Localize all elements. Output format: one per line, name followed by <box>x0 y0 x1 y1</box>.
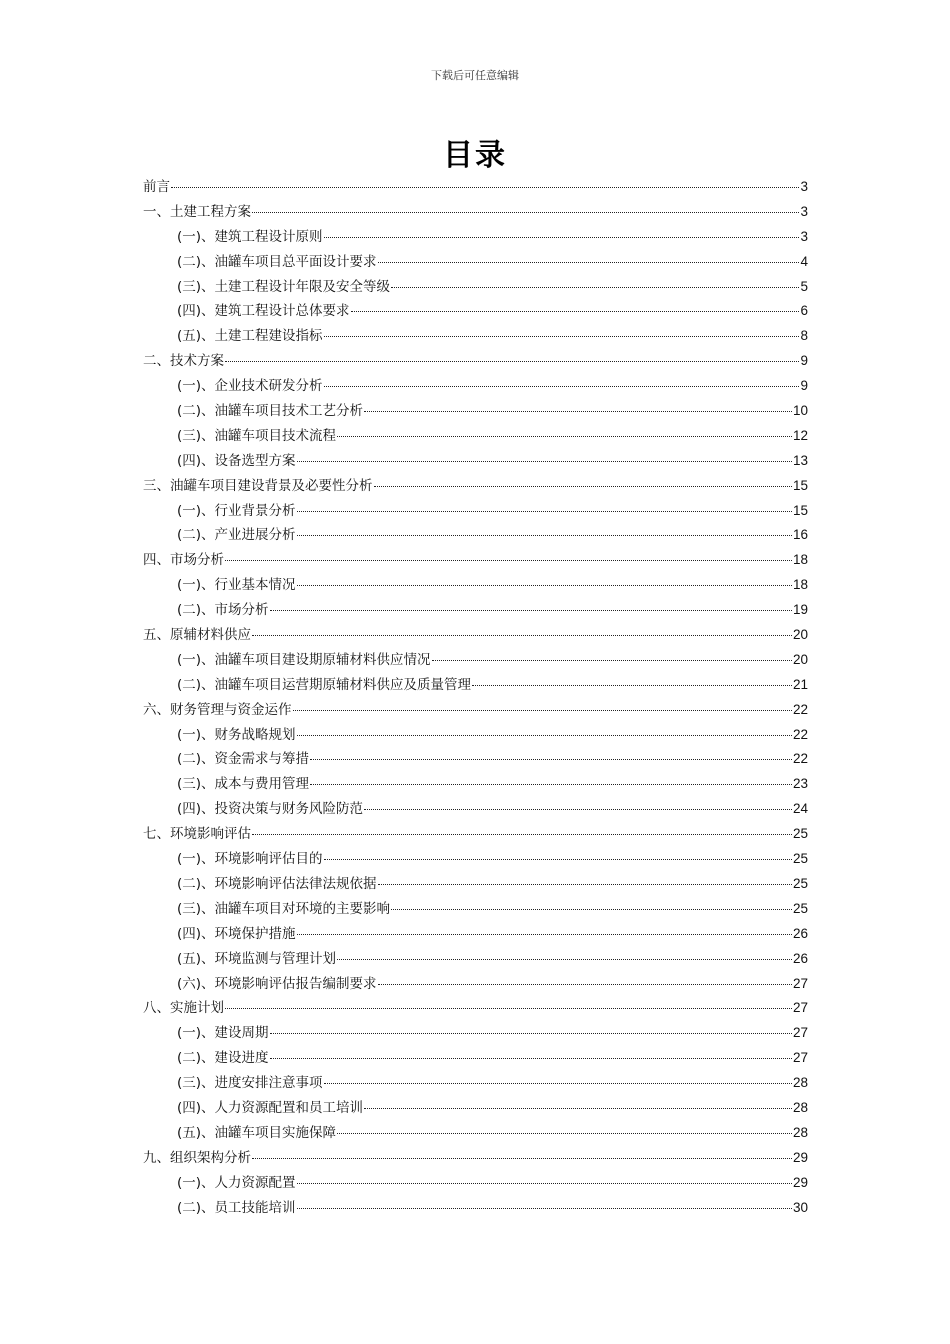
toc-section-entry[interactable] <box>143 996 808 1021</box>
toc-subsection-entry[interactable] <box>143 1021 808 1046</box>
toc-entry-title: (四)、投资决策与财务风险防范 <box>177 801 364 818</box>
toc-dot-leader <box>297 1208 792 1209</box>
toc-page-number: 19 <box>792 602 808 618</box>
toc-dot-leader <box>270 610 792 611</box>
toc-subsection-entry[interactable] <box>143 299 808 324</box>
toc-dot-leader <box>270 1058 792 1059</box>
toc-entry-title: (三)、成本与费用管理 <box>177 776 310 793</box>
toc-page-number: 5 <box>800 278 808 294</box>
toc-dot-leader <box>472 685 792 686</box>
toc-dot-leader <box>378 262 800 263</box>
toc-page-number: 4 <box>800 253 808 269</box>
toc-page-number: 12 <box>792 427 808 443</box>
toc-entry-title: (二)、环境影响评估法律法规依据 <box>177 875 377 892</box>
toc-subsection-entry[interactable] <box>143 972 808 997</box>
toc-page-number: 22 <box>792 726 808 742</box>
toc-dot-leader <box>225 361 799 362</box>
toc-entry-title: 六、财务管理与资金运作 <box>143 701 292 718</box>
toc-page-number: 25 <box>792 826 808 842</box>
toc-page-number: 25 <box>792 900 808 916</box>
toc-page-number: 28 <box>792 1099 808 1115</box>
toc-subsection-entry[interactable] <box>143 225 808 250</box>
toc-page-number: 3 <box>800 203 808 219</box>
toc-page-number: 18 <box>792 552 808 568</box>
toc-dot-leader <box>297 511 792 512</box>
toc-dot-leader <box>252 834 792 835</box>
toc-dot-leader <box>171 187 799 188</box>
toc-entry-title: (二)、产业进展分析 <box>177 527 296 544</box>
toc-section-entry[interactable] <box>143 474 808 499</box>
toc-entry-title: (二)、建设进度 <box>177 1050 269 1067</box>
toc-dot-leader <box>297 535 792 536</box>
toc-entry-title: (三)、土建工程设计年限及安全等级 <box>177 278 391 295</box>
toc-subsection-entry[interactable] <box>143 747 808 772</box>
toc-dot-leader <box>293 710 792 711</box>
toc-entry-title: 四、市场分析 <box>143 552 224 569</box>
toc-dot-leader <box>391 909 792 910</box>
toc-page-number: 28 <box>792 1124 808 1140</box>
toc-page-number: 8 <box>800 328 808 344</box>
toc-entry-title: (四)、设备选型方案 <box>177 452 296 469</box>
toc-subsection-entry[interactable] <box>143 872 808 897</box>
toc-subsection-entry[interactable] <box>143 922 808 947</box>
toc-dot-leader <box>225 1008 792 1009</box>
toc-subsection-entry[interactable] <box>143 1071 808 1096</box>
toc-dot-leader <box>297 735 792 736</box>
toc-entry-title: 八、实施计划 <box>143 1000 224 1017</box>
toc-subsection-entry[interactable] <box>143 275 808 300</box>
toc-dot-leader <box>364 809 792 810</box>
toc-dot-leader <box>351 311 800 312</box>
toc-dot-leader <box>364 1108 792 1109</box>
toc-entry-title: (五)、油罐车项目实施保障 <box>177 1124 337 1141</box>
toc-subsection-entry[interactable] <box>143 499 808 524</box>
toc-entry-title: (一)、人力资源配置 <box>177 1174 296 1191</box>
toc-page-number: 25 <box>792 875 808 891</box>
toc-section-entry[interactable] <box>143 1146 808 1171</box>
toc-section-entry[interactable] <box>143 349 808 374</box>
toc-subsection-entry[interactable] <box>143 324 808 349</box>
toc-page-number: 27 <box>792 1050 808 1066</box>
toc-entry-title: (二)、油罐车项目运营期原辅材料供应及质量管理 <box>177 676 472 693</box>
toc-entry-title: (二)、市场分析 <box>177 602 269 619</box>
toc-entry-title: (一)、企业技术研发分析 <box>177 378 323 395</box>
toc-entry-title: (四)、人力资源配置和员工培训 <box>177 1099 364 1116</box>
toc-subsection-entry[interactable] <box>143 723 808 748</box>
toc-dot-leader <box>252 1158 792 1159</box>
toc-dot-leader <box>391 287 799 288</box>
toc-dot-leader <box>337 1133 792 1134</box>
toc-subsection-entry[interactable] <box>143 573 808 598</box>
toc-entry-title: (一)、建筑工程设计原则 <box>177 228 323 245</box>
toc-entry-title: (二)、员工技能培训 <box>177 1199 296 1216</box>
toc-entry-title: 七、环境影响评估 <box>143 826 251 843</box>
toc-dot-leader <box>297 934 792 935</box>
toc-entry-title: (一)、油罐车项目建设期原辅材料供应情况 <box>177 651 431 668</box>
toc-subsection-entry[interactable] <box>143 523 808 548</box>
toc-page-number: 6 <box>800 303 808 319</box>
toc-page-number: 15 <box>792 477 808 493</box>
toc-dot-leader <box>432 660 792 661</box>
toc-section-entry[interactable] <box>143 200 808 225</box>
toc-entry-title: 前言 <box>143 179 170 195</box>
table-of-contents <box>143 175 808 1220</box>
toc-entry-title: (一)、行业基本情况 <box>177 577 296 594</box>
header-note: 下载后可任意编辑 <box>431 69 519 82</box>
toc-subsection-entry[interactable] <box>143 648 808 673</box>
toc-subsection-entry[interactable] <box>143 673 808 698</box>
toc-page-number: 3 <box>800 179 808 194</box>
toc-subsection-entry[interactable] <box>143 772 808 797</box>
toc-entry-title: 二、技术方案 <box>143 353 224 370</box>
toc-section-entry[interactable] <box>143 698 808 723</box>
toc-dot-leader <box>225 560 792 561</box>
toc-subsection-entry[interactable] <box>143 449 808 474</box>
toc-page-number: 25 <box>792 851 808 867</box>
toc-entry-title: (四)、环境保护措施 <box>177 925 296 942</box>
toc-page-number: 22 <box>792 751 808 767</box>
toc-dot-leader <box>337 436 792 437</box>
toc-subsection-entry[interactable] <box>143 399 808 424</box>
toc-page-number: 26 <box>792 950 808 966</box>
toc-subsection-entry[interactable] <box>143 1171 808 1196</box>
toc-subsection-entry[interactable] <box>143 598 808 623</box>
toc-entry-title: (三)、油罐车项目技术流程 <box>177 427 337 444</box>
toc-subsection-entry[interactable] <box>143 1121 808 1146</box>
toc-page-number: 27 <box>792 975 808 991</box>
toc-subsection-entry[interactable] <box>143 847 808 872</box>
toc-subsection-entry[interactable] <box>143 250 808 275</box>
toc-dot-leader <box>324 336 800 337</box>
toc-page-number: 18 <box>792 577 808 593</box>
toc-dot-leader <box>324 237 800 238</box>
toc-dot-leader <box>374 486 792 487</box>
toc-entry-title: (二)、资金需求与筹措 <box>177 751 310 768</box>
toc-entry-title: (二)、油罐车项目技术工艺分析 <box>177 403 364 420</box>
toc-dot-leader <box>364 411 792 412</box>
toc-dot-leader <box>297 461 792 462</box>
toc-dot-leader <box>310 784 792 785</box>
toc-page-number: 13 <box>792 452 808 468</box>
toc-section-entry[interactable] <box>143 822 808 847</box>
toc-subsection-entry[interactable] <box>143 1196 808 1221</box>
toc-dot-leader <box>297 585 792 586</box>
toc-page-number: 26 <box>792 925 808 941</box>
toc-page-number: 10 <box>792 403 808 419</box>
toc-entry-title: (六)、环境影响评估报告编制要求 <box>177 975 377 992</box>
toc-dot-leader <box>270 1033 792 1034</box>
toc-page-number: 27 <box>792 1000 808 1016</box>
toc-page-number: 30 <box>792 1199 808 1215</box>
toc-dot-leader <box>324 859 792 860</box>
toc-page-number: 16 <box>792 527 808 543</box>
toc-dot-leader <box>324 1083 792 1084</box>
toc-entry-title: (一)、财务战略规划 <box>177 726 296 743</box>
toc-entry-title: (五)、土建工程建设指标 <box>177 328 323 345</box>
toc-subsection-entry[interactable] <box>143 1096 808 1121</box>
toc-entry-title: 五、原辅材料供应 <box>143 627 251 644</box>
toc-entry-title: 九、组织架构分析 <box>143 1149 251 1166</box>
toc-page-number: 20 <box>792 627 808 643</box>
toc-page-number: 20 <box>792 651 808 667</box>
toc-section-entry[interactable] <box>143 548 808 573</box>
toc-entry-title: (一)、行业背景分析 <box>177 502 296 519</box>
toc-subsection-entry[interactable] <box>143 897 808 922</box>
toc-page-number: 22 <box>792 701 808 717</box>
toc-page-number: 29 <box>792 1174 808 1190</box>
toc-entry-title: 三、油罐车项目建设背景及必要性分析 <box>143 477 373 494</box>
toc-dot-leader <box>310 759 792 760</box>
toc-page-number: 3 <box>800 228 808 244</box>
toc-entry-title: (一)、环境影响评估目的 <box>177 851 323 868</box>
toc-page-number: 9 <box>800 353 808 369</box>
toc-entry-title: (二)、油罐车项目总平面设计要求 <box>177 253 377 270</box>
toc-page-number: 27 <box>792 1025 808 1041</box>
toc-subsection-entry[interactable] <box>143 797 808 822</box>
toc-entry-title: (一)、建设周期 <box>177 1025 269 1042</box>
toc-page-number: 21 <box>792 676 808 692</box>
toc-entry-title: (三)、进度安排注意事项 <box>177 1075 323 1092</box>
toc-dot-leader <box>378 984 792 985</box>
toc-subsection-entry[interactable] <box>143 947 808 972</box>
toc-page-number: 28 <box>792 1075 808 1091</box>
toc-dot-leader <box>337 959 792 960</box>
toc-page-number: 9 <box>800 378 808 394</box>
toc-subsection-entry[interactable] <box>143 374 808 399</box>
toc-page-number: 24 <box>792 801 808 817</box>
toc-dot-leader <box>252 212 799 213</box>
toc-subsection-entry[interactable] <box>143 424 808 449</box>
toc-entry-title: (三)、油罐车项目对环境的主要影响 <box>177 900 391 917</box>
toc-dot-leader <box>297 1183 792 1184</box>
toc-dot-leader <box>378 884 792 885</box>
toc-entry-title: (五)、环境监测与管理计划 <box>177 950 337 967</box>
toc-entry-title: (四)、建筑工程设计总体要求 <box>177 303 350 320</box>
toc-page-number: 29 <box>792 1149 808 1165</box>
toc-page-number: 15 <box>792 502 808 518</box>
toc-entry-title: 一、土建工程方案 <box>143 203 251 220</box>
toc-section-entry[interactable] <box>143 623 808 648</box>
toc-subsection-entry[interactable] <box>143 1046 808 1071</box>
toc-section-entry[interactable] <box>143 175 808 200</box>
toc-dot-leader <box>252 635 792 636</box>
toc-dot-leader <box>324 386 800 387</box>
page-title: 目录 <box>443 138 507 173</box>
toc-page-number: 23 <box>792 776 808 792</box>
